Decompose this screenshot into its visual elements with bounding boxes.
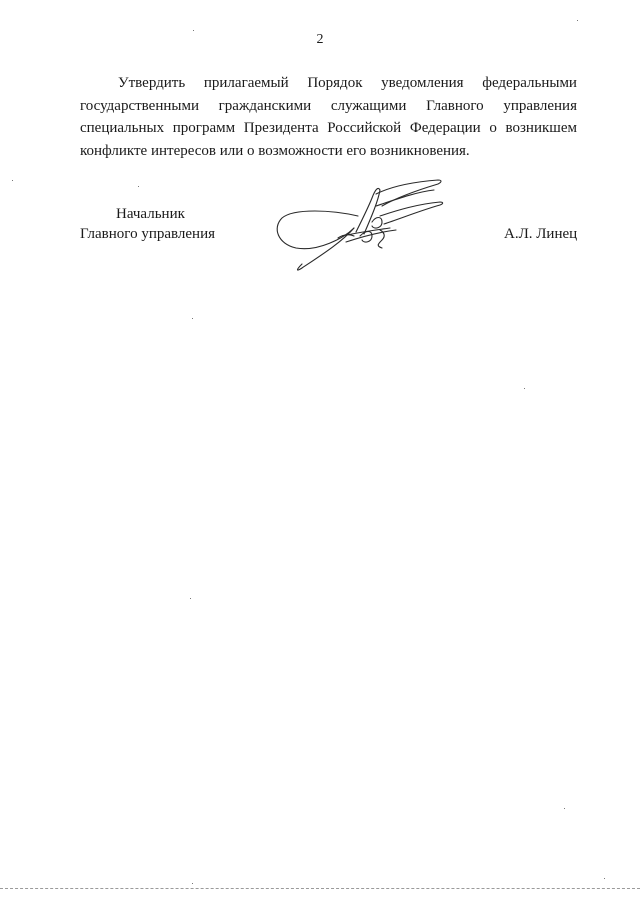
line-text: конфликте интересов или о возможности его возникновения.: [80, 142, 470, 159]
word: прилагаемый: [203, 75, 289, 91]
word: служащими: [330, 97, 407, 114]
signer-position: [80, 204, 230, 244]
order-paragraph: [80, 72, 577, 162]
handwritten-signature: [272, 172, 452, 277]
signer-name: А.Л. Линец: [504, 226, 578, 242]
word: программ: [172, 120, 236, 136]
page-number: 2: [316, 32, 324, 47]
word: управления: [503, 97, 577, 114]
word: Президента: [243, 120, 319, 136]
word: федеральными: [482, 75, 577, 91]
word: государственными: [80, 97, 199, 114]
word: Российской: [327, 120, 402, 136]
word: Главного: [426, 97, 484, 114]
paragraph-line: [80, 117, 577, 140]
paragraph-line: [80, 95, 577, 118]
word: возникшем: [505, 120, 577, 136]
paragraph-line: [80, 72, 577, 95]
word: Федерации: [409, 120, 481, 136]
word: Порядок: [307, 75, 363, 91]
position-line-2: Главного управления: [80, 226, 215, 242]
word: гражданскими: [218, 97, 312, 114]
scan-edge-line: [0, 888, 640, 889]
word: специальных: [80, 120, 165, 136]
word: о: [489, 120, 497, 136]
paragraph-line: [80, 140, 577, 163]
position-line-1: Начальник: [116, 206, 185, 222]
word: Утвердить: [118, 75, 186, 91]
word: уведомления: [381, 75, 464, 91]
